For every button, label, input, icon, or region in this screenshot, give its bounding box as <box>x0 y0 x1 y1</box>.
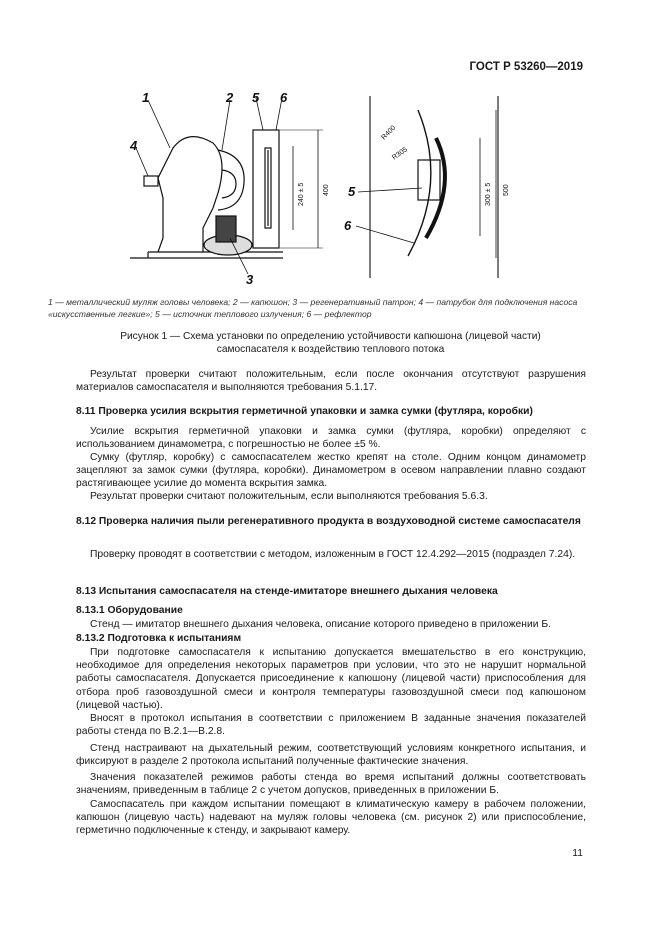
paragraph-8-11-c: Результат проверки считают положительным, если выполняются требования 5.6.3. <box>90 491 488 502</box>
paragraph-8-13-2-d: Значения показателей режимов работы стенда во время испытаний должны соответствовать значениям, приведенным в таблице 2 с учетом допусков, приведенных в приложении Б. <box>76 772 586 797</box>
standard-code: ГОСТ Р 53260—2019 <box>469 61 583 73</box>
paragraph-8-11-b: Сумку (футляр, коробку) с самоспасателем жестко крепят на столе. Одним концом динамометр зацепляют за замок сумки (футляра, коробки). Динамометром в осевом направлении плавно создают растягивающее усилие до момента вскрытия замка. <box>76 452 586 490</box>
nozzle-shape <box>144 176 158 186</box>
heading-8-13: 8.13 Испытания самоспасателя на стенде-имитаторе внешнего дыхания человека <box>76 586 498 597</box>
dim-300: 300 ± 5 <box>485 182 492 206</box>
head-dummy <box>158 137 222 252</box>
dim-500: 500 <box>503 184 510 196</box>
callout-2: 2 <box>226 90 234 105</box>
page-number: 11 <box>572 848 583 859</box>
radius-305: R305 <box>391 146 409 162</box>
hood-shape <box>218 150 244 210</box>
caption-line-1: Рисунок 1 — Схема установки по определению устойчивости капюшона (лицевой части) <box>120 331 541 342</box>
caption-line-2: самоспасателя к воздействию теплового потока <box>216 344 445 355</box>
callout-5-right: 5 <box>348 184 356 199</box>
callout-4: 4 <box>130 138 138 153</box>
radius-400: R400 <box>380 124 398 142</box>
paragraph-8-13-2-b: Вносят в протокол испытания в соответствии с приложением В заданные значения показателей работы стенда по В.2.1—В.2.8. <box>76 713 586 738</box>
callout-3: 3 <box>246 272 254 287</box>
figure-caption <box>60 330 601 356</box>
dim-240: 240 ± 5 <box>298 182 305 206</box>
paragraph-8-13-2-a: При подготовке самоспасателя к испытанию допускается вмешательство в его конструкцию, необходимое для определения некоторых параметров при условии, что это не нарушит нормальной работы самоспасателя. Допускается присоединение к капюшону (лицевой части) приспособления для отбора проб газовоздушной смеси и контроля температуры газовоздушной смеси под капюшоном (лицевой частью). <box>76 647 586 711</box>
callout-6-right: 6 <box>344 218 352 233</box>
callout-1: 1 <box>142 90 150 105</box>
paragraph-8-12: Проверку проводят в соответствии с методом, изложенным в ГОСТ 12.4.292—2015 (подраздел 7.24). <box>90 549 576 560</box>
callout-5: 5 <box>252 90 260 105</box>
heading-8-13-1: 8.13.1 Оборудование <box>76 605 183 616</box>
paragraph-8-11-a: Усилие вскрытия герметичной упаковки и замка сумки (футляра, коробки) определяют с использованием динамометра, с погрешностью не более ±5 %. <box>76 426 586 451</box>
figure-1-diagram <box>118 88 518 288</box>
paragraph-8-13-2-e: Самоспасатель при каждом испытании помещают в климатическую камеру в рабочем положении, капюшон (лицевую часть) надевают на муляж головы человека (см. рисунок 2) или приспособление, герметично подключенные к стенду, и закрывают камеру. <box>76 799 586 837</box>
heading-8-12: 8.12 Проверка наличия пыли регенеративного продукта в воздуховодной системе самоспасателя <box>76 516 581 527</box>
dim-400: 400 <box>323 184 330 196</box>
paragraph-8-13-1: Стенд — имитатор внешнего дыхания человека, описание которого приведено в приложении Б. <box>90 619 551 630</box>
paragraph-result-1: Результат проверки считают положительным, если после окончания отсутствуют разрушения материалов самоспасателя и выполняются требования 5.1.17. <box>76 369 586 394</box>
figure-legend: 1 — металлический муляж головы человека; 2 — капюшон; 3 — регенеративный патрон; 4 — патрубок для подключения насоса «искусственные легкие»; 5 — источник теплового излучения; 6 — рефлектор <box>48 297 578 319</box>
heading-8-13-2: 8.13.2 Подготовка к испытаниям <box>76 633 242 644</box>
heading-8-11: 8.11 Проверка усилия вскрытия герметичной упаковки и замка сумки (футляра, коробки) <box>76 406 533 417</box>
callout-6: 6 <box>280 90 288 105</box>
paragraph-8-13-2-c: Стенд настраивают на дыхательный режим, соответствующий условиям конкретного испытания, и фиксируют в разделе 2 протокола испытаний полученные фактические значения. <box>76 743 586 768</box>
